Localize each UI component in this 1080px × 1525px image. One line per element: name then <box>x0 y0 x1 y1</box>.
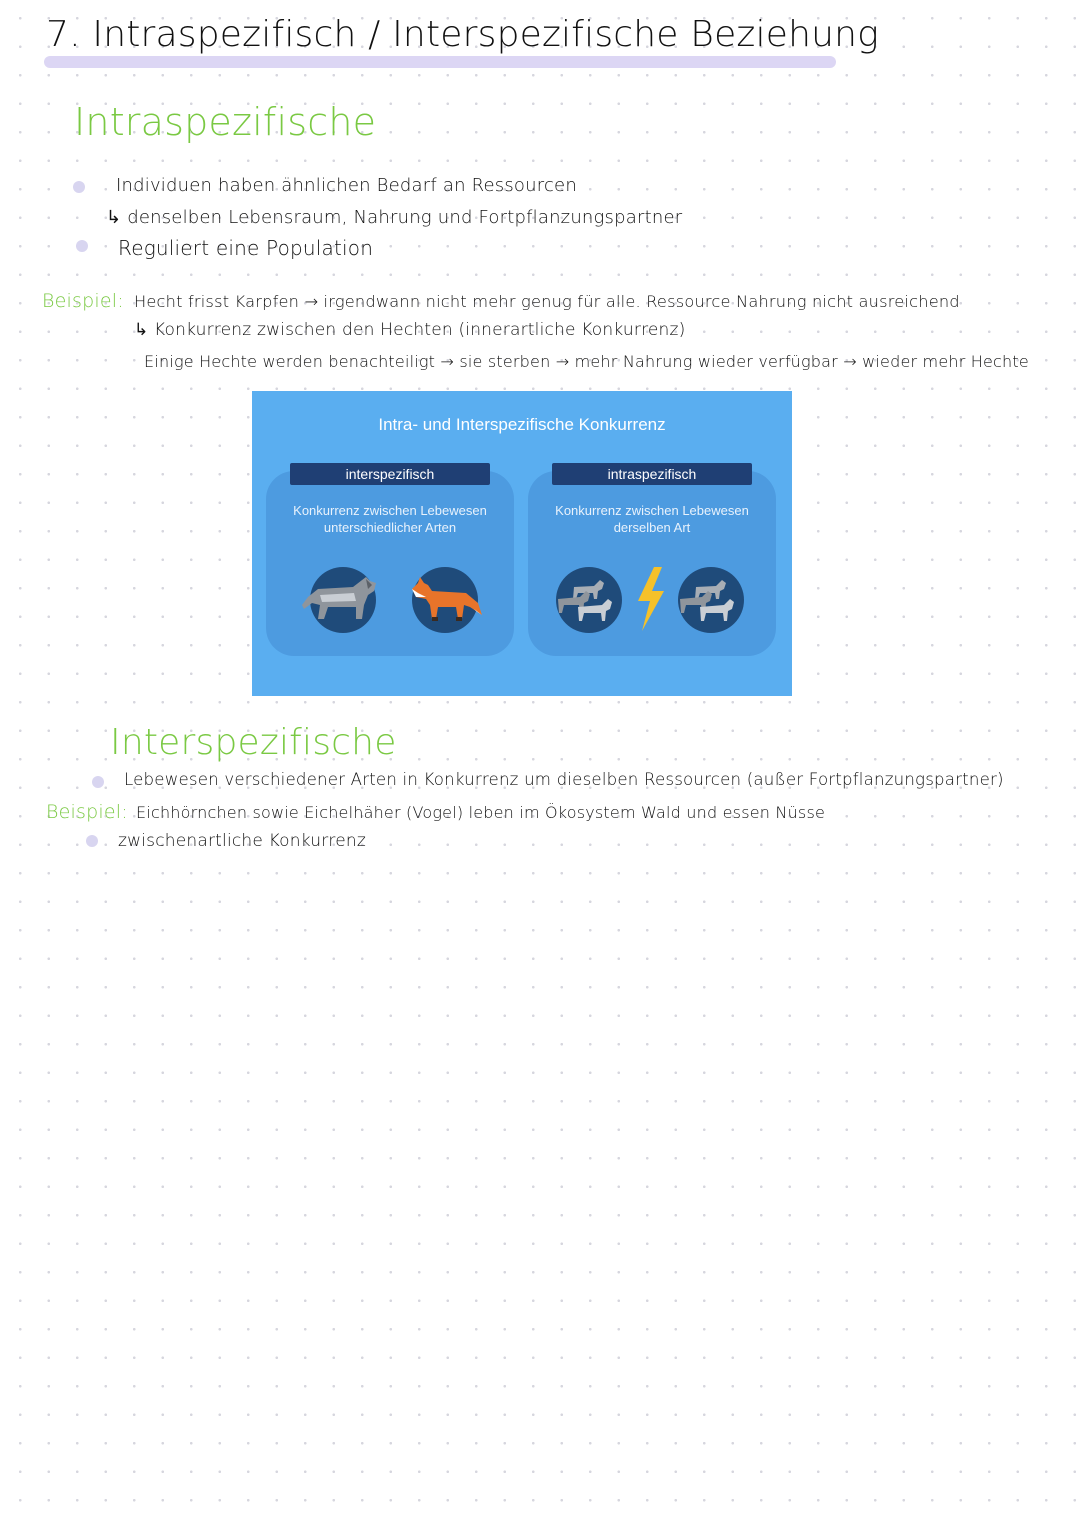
title-highlight <box>44 56 836 68</box>
intra-example-line-3: Einige Hechte werden benachteiligt → sie sterben → mehr Nahrung wieder verfügbar → wieder mehr Hechte <box>144 352 1029 371</box>
panel-label-interspezifisch: interspezifisch <box>290 463 490 485</box>
inter-example-label: Beispiel: <box>46 801 128 823</box>
wolf-pack-circle-right <box>678 567 744 633</box>
wolf-icon <box>298 569 388 629</box>
intra-example-line-2: ↳ Konkurrenz zwischen den Hechten (innerartliche Konkurrenz) <box>134 320 686 340</box>
bullet-dot <box>73 181 85 193</box>
panel-intraspezifisch <box>528 466 776 656</box>
lightning-icon <box>634 567 668 631</box>
wolf-pack-circle-left <box>556 567 622 633</box>
intra-example-label: Beispiel: <box>42 290 124 312</box>
panel-interspezifisch <box>266 466 514 656</box>
infographic-title: Intra- und Interspezifische Konkurrenz <box>378 415 666 434</box>
wolf-pack-icon <box>676 577 746 627</box>
inter-example-line-1: Eichhörnchen sowie Eichelhäher (Vogel) leben im Ökosystem Wald und essen Nüsse <box>136 803 826 822</box>
page-title: 7. Intraspezifisch / Interspezifische Beziehung <box>46 14 879 55</box>
intra-heading: Intraspezifische <box>74 100 377 144</box>
fox-circle <box>412 567 478 633</box>
intra-bullet-2: Reguliert eine Population <box>118 236 374 260</box>
bullet-dot <box>76 240 88 252</box>
inter-heading: Interspezifische <box>110 722 397 763</box>
infographic <box>252 391 792 696</box>
inter-bullet-1: Lebewesen verschiedener Arten in Konkurrenz um dieselben Ressourcen (außer Fortpflanzungspartner) <box>124 770 1004 789</box>
bullet-dot <box>92 776 104 788</box>
inter-bullet-2: zwischenartliche Konkurrenz <box>118 831 366 851</box>
panel-label-intraspezifisch: intraspezifisch <box>552 463 752 485</box>
intra-example-line-1: Hecht frisst Karpfen → irgendwann nicht mehr genug für alle. Ressource Nahrung nicht ausreichend <box>134 292 960 311</box>
intra-sub-1: ↳ denselben Lebensraum, Nahrung und Fortpflanzungspartner <box>106 207 683 228</box>
wolf-pack-icon <box>554 577 624 627</box>
panel-desc-intraspezifisch: Konkurrenz zwischen Lebewesen derselben Art <box>555 503 749 535</box>
wolf-circle <box>310 567 376 633</box>
panel-desc-interspezifisch: Konkurrenz zwischen Lebewesen unterschiedlicher Arten <box>293 503 487 535</box>
bullet-dot <box>86 835 98 847</box>
fox-icon <box>408 575 488 625</box>
intra-bullet-1: Individuen haben ähnlichen Bedarf an Ressourcen <box>116 175 577 196</box>
